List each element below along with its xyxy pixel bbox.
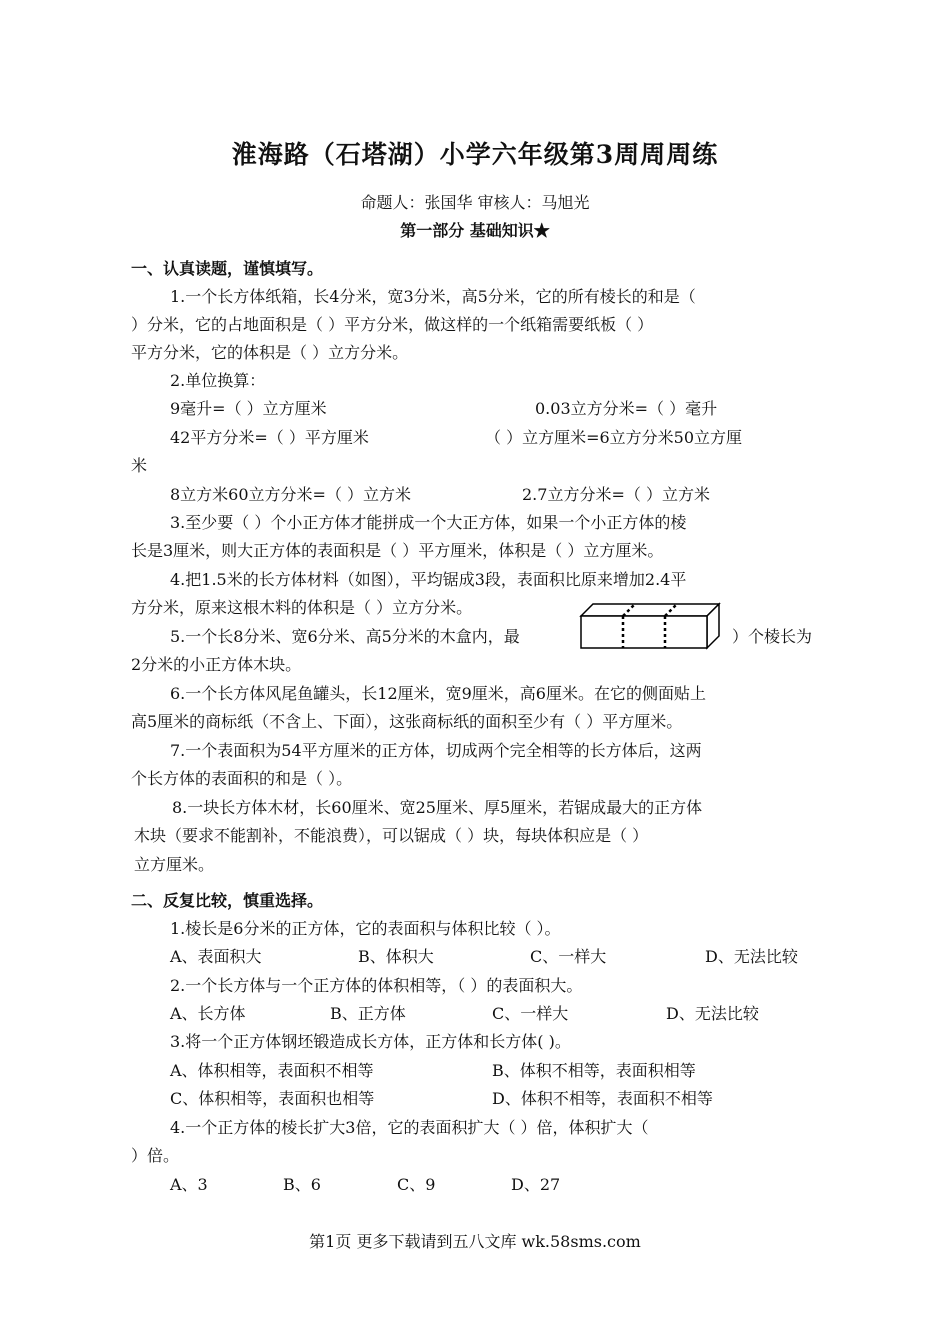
q5-line2: 2分米的小正方体木块。 (131, 655, 302, 674)
q8-line2: 木块（要求不能割补，不能浪费），可以锯成（ ）块，每块体积应是（ ） (134, 826, 649, 845)
q2-item5: 8立方米60立方分米=（ ）立方米 (170, 485, 412, 504)
s2-q2: 2.一个长方体与一个正方体的体积相等，（ ）的表面积大。 (170, 976, 583, 995)
s2-q4-opt-c: C、9 (397, 1175, 436, 1194)
s2-q1-opt-a: A、表面积大 (170, 947, 262, 966)
q1-line3: 平方分米，它的体积是（ ）立方分米。 (131, 343, 409, 362)
cuboid-figure-icon (575, 600, 725, 652)
s2-q3-opt-d: D、体积不相等，表面积不相等 (492, 1089, 713, 1108)
q8-line1: 8.一块长方体木材，长60厘米、宽25厘米、厚5厘米，若锯成最大的正方体 (172, 798, 703, 817)
s2-q4-opt-d: D、27 (511, 1175, 561, 1194)
q6-line2: 高5厘米的商标纸（不含上、下面），这张商标纸的面积至少有（ ）平方厘米。 (131, 712, 683, 731)
s2-q3: 3.将一个正方体钢坯锻造成长方体，正方体和长方体( )。 (170, 1032, 571, 1051)
s2-q4-line1: 4.一个正方体的棱长扩大3倍，它的表面积扩大（ ）倍，体积扩大（ (170, 1118, 649, 1137)
q7-line1: 7.一个表面积为54平方厘米的正方体，切成两个完全相等的长方体后，这两 (170, 741, 702, 760)
q2-item6: 2.7立方分米=（ ）立方米 (522, 485, 710, 504)
q6-line1: 6.一个长方体风尾鱼罐头，长12厘米，宽9厘米，高6厘米。在它的侧面贴上 (170, 684, 706, 703)
q4-line2: 方分米，原来这根木料的体积是（ ）立方分米。 (131, 598, 473, 617)
authors-line: 命题人：张国华 审核人：马旭光 (360, 193, 590, 212)
s2-q1: 1.棱长是6分米的正方体，它的表面积与体积比较（ ）。 (170, 919, 561, 938)
s2-q2-opt-b: B、正方体 (330, 1004, 406, 1023)
s2-q2-opt-d: D、无法比较 (666, 1004, 759, 1023)
q5-line1-end: ）个棱长为 (732, 627, 813, 646)
s2-q4-opt-b: B、6 (283, 1175, 321, 1194)
q4-line1: 4.把1.5米的长方体材料（如图），平均锯成3段，表面积比原来增加2.4平 (170, 570, 687, 589)
q8-line3: 立方厘米。 (134, 855, 215, 874)
section2-heading: 二、反复比较，慎重选择。 (131, 891, 324, 910)
q2-heading: 2.单位换算： (170, 371, 266, 390)
q2-item2: 0.03立方分米=（ ）毫升 (535, 399, 718, 418)
s2-q1-opt-d: D、无法比较 (705, 947, 798, 966)
s2-q1-opt-c: C、一样大 (530, 947, 607, 966)
part-heading: 第一部分 基础知识★ (400, 221, 550, 240)
q3-line2: 长是3厘米，则大正方体的表面积是（ ）平方厘米，体积是（ ）立方厘米。 (131, 541, 664, 560)
page-title: 淮海路（石塔湖）小学六年级第3周周周练 (231, 140, 719, 169)
s2-q4-opt-a: A、3 (170, 1175, 208, 1194)
page-footer: 第1页 更多下载请到五八文库 wk.58sms.com (309, 1232, 641, 1251)
q2-item1: 9毫升=（ ）立方厘米 (170, 399, 327, 418)
q3-line1: 3.至少要（ ）个小正方体才能拼成一个大正方体，如果一个小正方体的棱 (170, 513, 687, 532)
s2-q2-opt-a: A、长方体 (170, 1004, 246, 1023)
section1-heading: 一、认真读题，谨慎填写。 (131, 259, 324, 278)
q1-line2: ）分米，它的占地面积是（ ）平方分米，做这样的一个纸箱需要纸板（ ） (131, 315, 654, 334)
s2-q1-opt-b: B、体积大 (358, 947, 434, 966)
s2-q3-opt-a: A、体积相等，表面积不相等 (170, 1061, 374, 1080)
s2-q2-opt-c: C、一样大 (492, 1004, 569, 1023)
q7-line2: 个长方体的表面积的和是（ ）。 (131, 769, 353, 788)
s2-q4-line2: ）倍。 (131, 1146, 180, 1165)
q2-item4-wrap: 米 (131, 456, 148, 475)
q5-line1: 5.一个长8分米、宽6分米、高5分米的木盒内，最 (170, 627, 520, 646)
q2-item4: （ ）立方厘米=6立方分米50立方厘 (485, 428, 743, 447)
s2-q3-opt-b: B、体积不相等，表面积相等 (492, 1061, 696, 1080)
q1-line1: 1.一个长方体纸箱，长4分米，宽3分米，高5分米，它的所有棱长的和是（ (170, 287, 696, 306)
s2-q3-opt-c: C、体积相等，表面积也相等 (170, 1089, 375, 1108)
q2-item3: 42平方分米=（ ）平方厘米 (170, 428, 369, 447)
